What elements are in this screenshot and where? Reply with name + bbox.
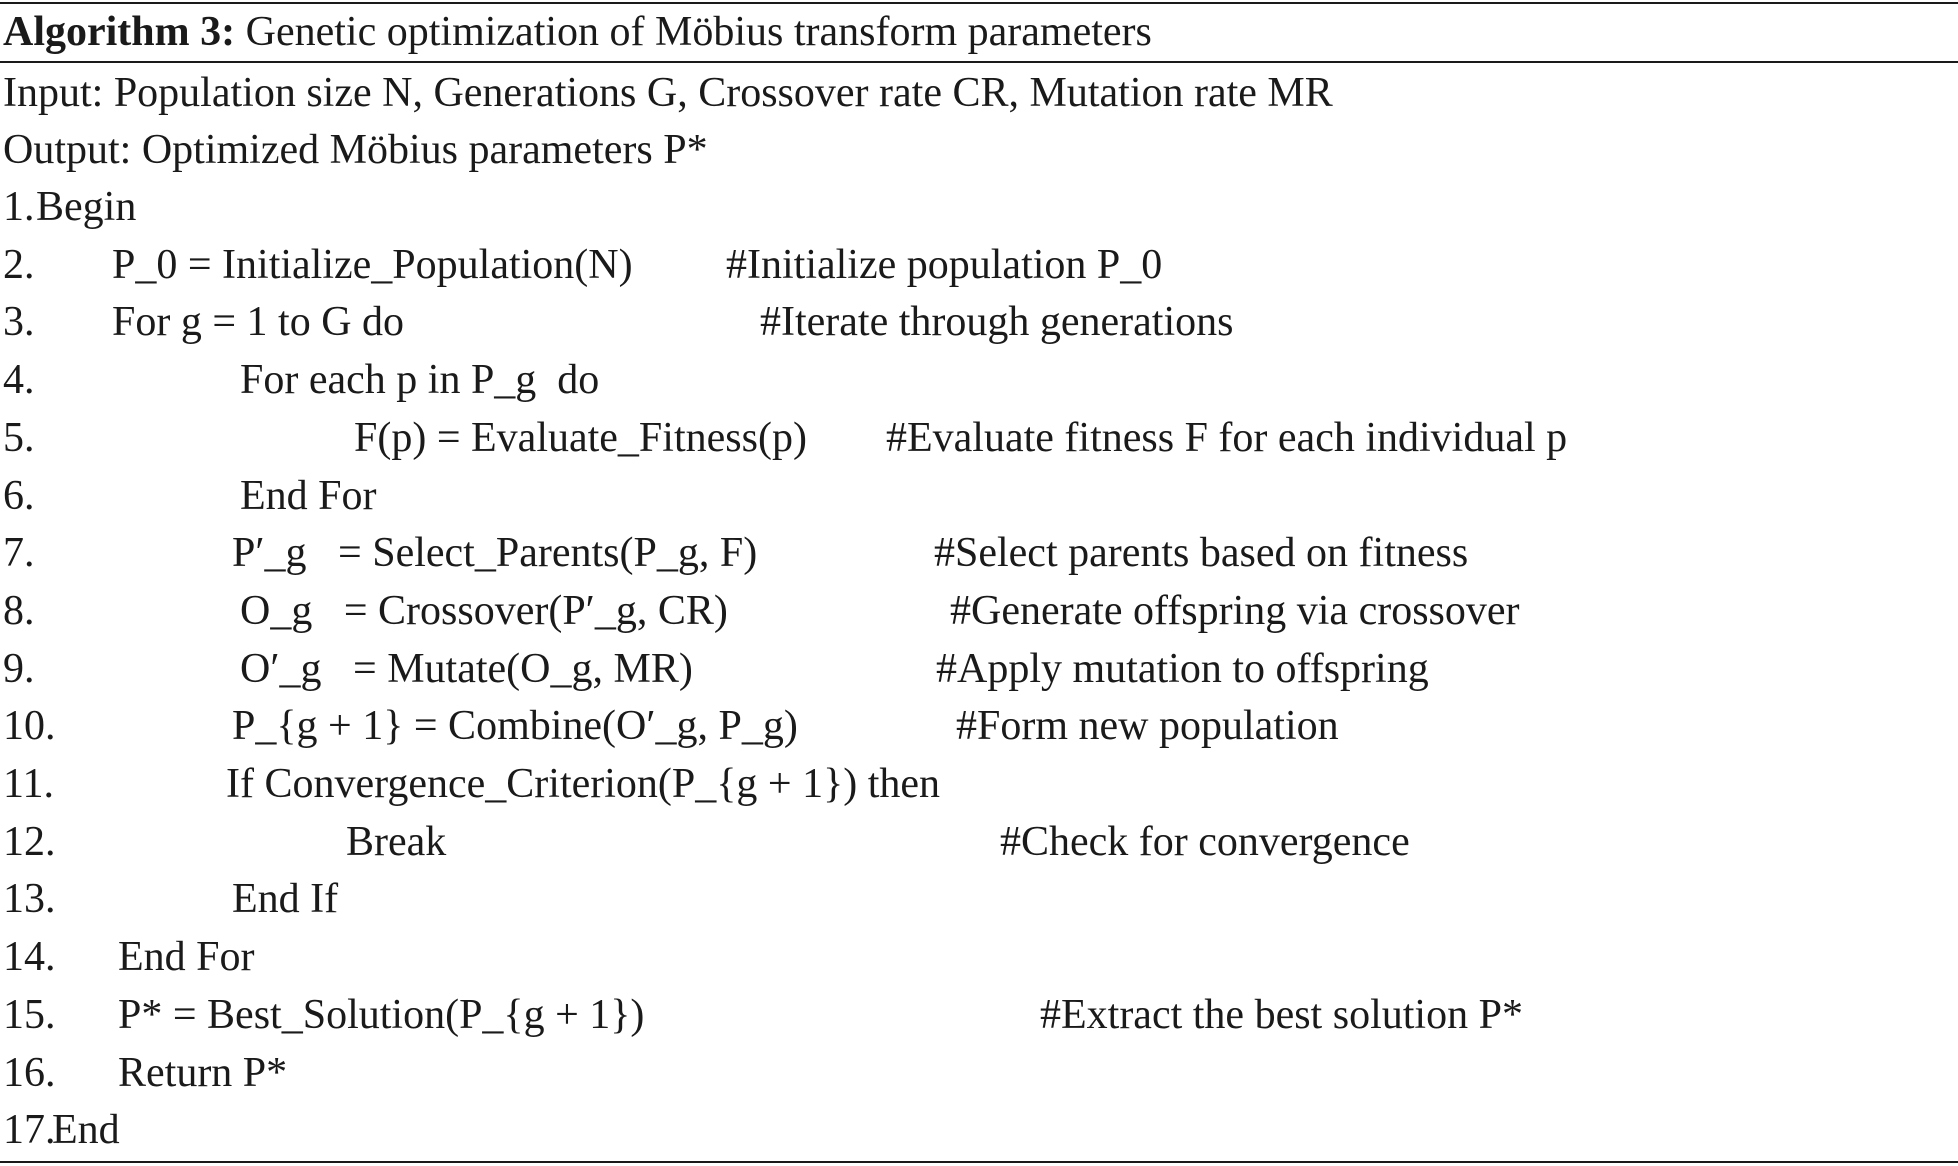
step-number: 8. [3,588,35,634]
step-number: 12. [3,819,56,865]
step-code: P_{g + 1} = Combine(O′_g, P_g) [232,703,798,749]
step-code: P′_g = Select_Parents(P_g, F) [232,530,758,576]
step-number: 6. [3,473,35,519]
step-comment: #Iterate through generations [760,299,1234,345]
step-number: 9. [3,646,35,692]
step-comment: #Apply mutation to offspring [936,646,1429,692]
step-comment: #Form new population [956,703,1339,749]
step-code: End [52,1107,120,1153]
step-code: If Convergence_Criterion(P_{g + 1}) then [226,761,941,807]
output-line: Output: Optimized Möbius parameters P* [3,127,708,173]
step-code: Begin [36,184,137,230]
step-comment: #Evaluate fitness F for each individual p [886,415,1568,461]
step-code: Break [346,819,447,865]
algorithm-label: Algorithm 3: [3,9,236,55]
step-number: 11. [3,761,54,807]
step-number: 3. [3,299,35,345]
step-code: P_0 = Initialize_Population(N) [112,242,633,288]
step-comment: #Generate offspring via crossover [950,588,1520,634]
step-number: 2. [3,242,35,288]
algorithm-title [3,4,1152,60]
step-number: 17. [3,1107,56,1153]
step-number: 13. [3,876,56,922]
step-code: For each p in P_g do [240,357,600,403]
step-code: O′_g = Mutate(O_g, MR) [240,646,693,692]
step-number: 4. [3,357,35,403]
step-code: End If [232,876,339,922]
bottom-rule [0,1161,1958,1163]
header-rule [0,61,1958,63]
step-code: End For [118,934,255,980]
step-comment: #Select parents based on fitness [934,530,1469,576]
step-comment: #Check for convergence [1000,819,1410,865]
step-comment: #Extract the best solution P* [1040,992,1523,1038]
input-line: Input: Population size N, Generations G, Crossover rate CR, Mutation rate MR [3,70,1333,116]
step-code: O_g = Crossover(P′_g, CR) [240,588,728,634]
step-number: 5. [3,415,35,461]
step-number: 7. [3,530,35,576]
step-comment: #Initialize population P_0 [726,242,1163,288]
step-code: P* = Best_Solution(P_{g + 1}) [118,992,645,1038]
step-number: 15. [3,992,56,1038]
step-number: 16. [3,1050,56,1096]
step-code: F(p) = Evaluate_Fitness(p) [354,415,807,461]
step-code: For g = 1 to G do [112,299,405,345]
step-number: 10. [3,703,56,749]
step-number: 1. [3,184,35,230]
step-code: Return P* [118,1050,288,1096]
step-code: End For [240,473,377,519]
algorithm-title-text: Genetic optimization of Möbius transform parameters [245,9,1152,55]
step-number: 14. [3,934,56,980]
